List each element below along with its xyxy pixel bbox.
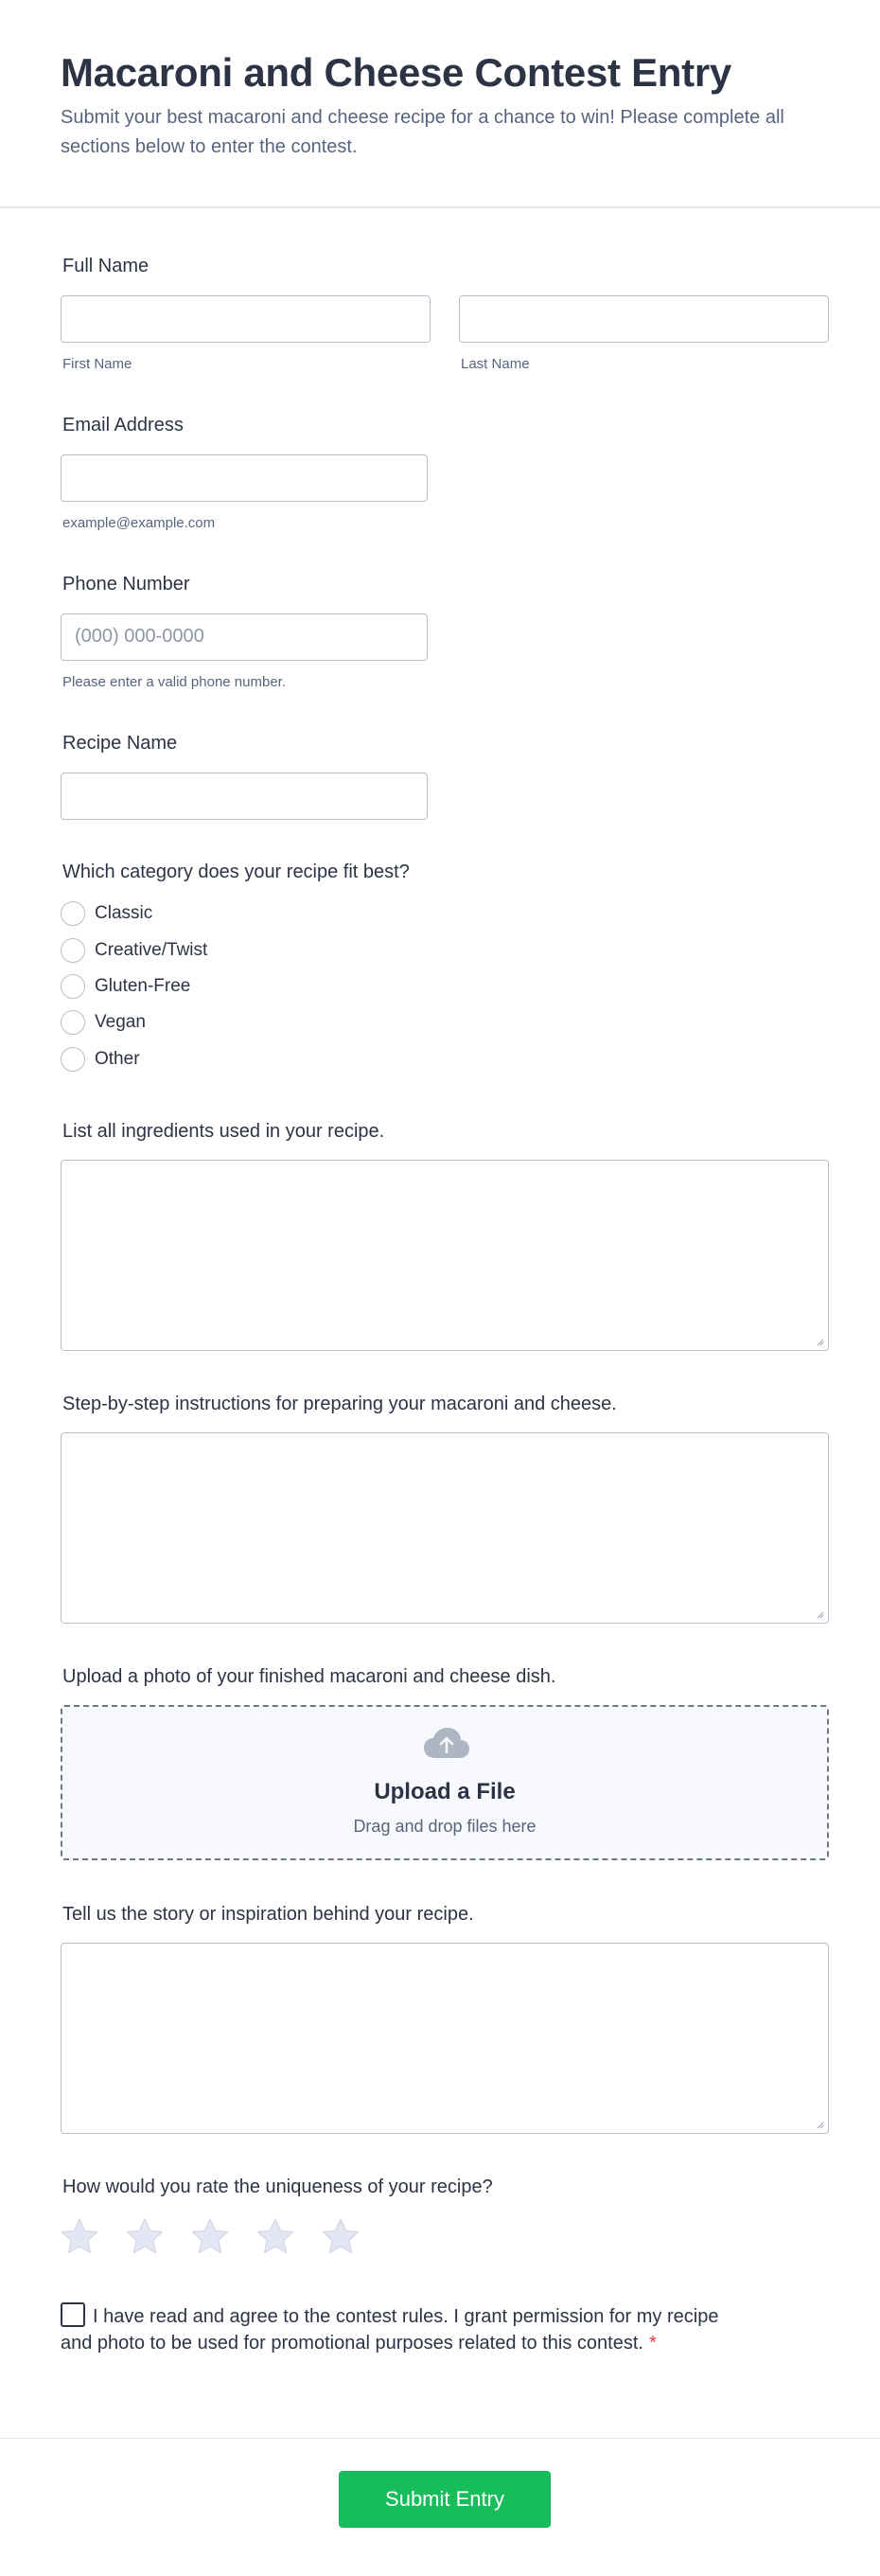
star-icon[interactable] — [255, 2216, 296, 2258]
upload-label: Upload a photo of your finished macaroni and cheese dish. — [62, 1666, 556, 1687]
story-textarea[interactable] — [61, 1943, 829, 2134]
email-sublabel: example@example.com — [62, 515, 216, 531]
form-body — [0, 208, 880, 2433]
last-name-sublabel: Last Name — [461, 356, 530, 372]
form-subtitle: Submit your best macaroni and cheese recipe for a chance to win! Please complete all sections below to enter the contest. — [61, 107, 784, 157]
radio-button[interactable] — [61, 901, 85, 926]
radio-label: Creative/Twist — [95, 940, 208, 960]
email-label: Email Address — [62, 415, 184, 435]
last-name-input[interactable] — [459, 295, 829, 343]
phone-sublabel: Please enter a valid phone number. — [62, 674, 286, 690]
upload-title: Upload a File — [374, 1779, 516, 1804]
category-label: Which category does your recipe fit best? — [62, 862, 410, 882]
star-icon[interactable] — [320, 2216, 361, 2258]
radio-button[interactable] — [61, 1047, 85, 1072]
first-name-input[interactable] — [61, 295, 431, 343]
email-input[interactable] — [61, 454, 428, 502]
phone-placeholder: (000) 000-0000 — [75, 626, 204, 647]
recipe-name-input[interactable] — [61, 773, 428, 820]
radio-button[interactable] — [61, 1010, 85, 1035]
resize-grip-icon[interactable] — [815, 1337, 824, 1346]
agreement-text: I have read and agree to the contest rules. I grant permission for my recipe and photo to be used for promotional purposes related to this contest. — [61, 2306, 719, 2354]
radio-label: Classic — [95, 903, 153, 923]
category-option-vegan[interactable] — [61, 1010, 146, 1035]
instructions-label: Step-by-step instructions for preparing your macaroni and cheese. — [62, 1394, 617, 1414]
radio-button[interactable] — [61, 974, 85, 999]
form-header — [0, 0, 880, 208]
cloud-upload-icon — [424, 1728, 469, 1760]
submit-button[interactable]: Submit Entry — [339, 2471, 551, 2528]
instructions-textarea[interactable] — [61, 1432, 829, 1624]
agreement-row[interactable] — [61, 2302, 723, 2356]
radio-button[interactable] — [61, 938, 85, 963]
star-icon[interactable] — [59, 2216, 100, 2258]
required-mark: * — [648, 2333, 657, 2354]
phone-label: Phone Number — [62, 574, 190, 595]
rating-label: How would you rate the uniqueness of your recipe? — [62, 2176, 493, 2197]
category-option-other[interactable] — [61, 1047, 140, 1072]
ingredients-textarea[interactable] — [61, 1160, 829, 1351]
recipe-name-label: Recipe Name — [62, 733, 178, 754]
file-upload-dropzone[interactable] — [61, 1705, 829, 1860]
full-name-label: Full Name — [62, 256, 150, 276]
story-label: Tell us the story or inspiration behind your recipe. — [62, 1904, 474, 1925]
star-icon[interactable] — [124, 2216, 166, 2258]
form-title: Macaroni and Cheese Contest Entry — [61, 50, 731, 95]
category-option-classic[interactable] — [61, 901, 152, 926]
radio-label: Vegan — [95, 1012, 146, 1032]
ingredients-label: List all ingredients used in your recipe. — [62, 1121, 385, 1142]
first-name-sublabel: First Name — [62, 356, 132, 372]
form-footer — [0, 2439, 880, 2575]
category-option-creative[interactable] — [61, 938, 207, 963]
radio-label: Other — [95, 1049, 140, 1069]
phone-input[interactable] — [61, 613, 428, 661]
star-rating[interactable] — [59, 2216, 385, 2258]
radio-label: Gluten-Free — [95, 976, 191, 996]
resize-grip-icon[interactable] — [815, 2120, 824, 2129]
star-icon[interactable] — [189, 2216, 231, 2258]
agreement-checkbox[interactable] — [61, 2302, 85, 2327]
category-option-gluten-free[interactable] — [61, 974, 190, 999]
resize-grip-icon[interactable] — [815, 1609, 824, 1619]
upload-subtitle: Drag and drop files here — [353, 1817, 537, 1836]
